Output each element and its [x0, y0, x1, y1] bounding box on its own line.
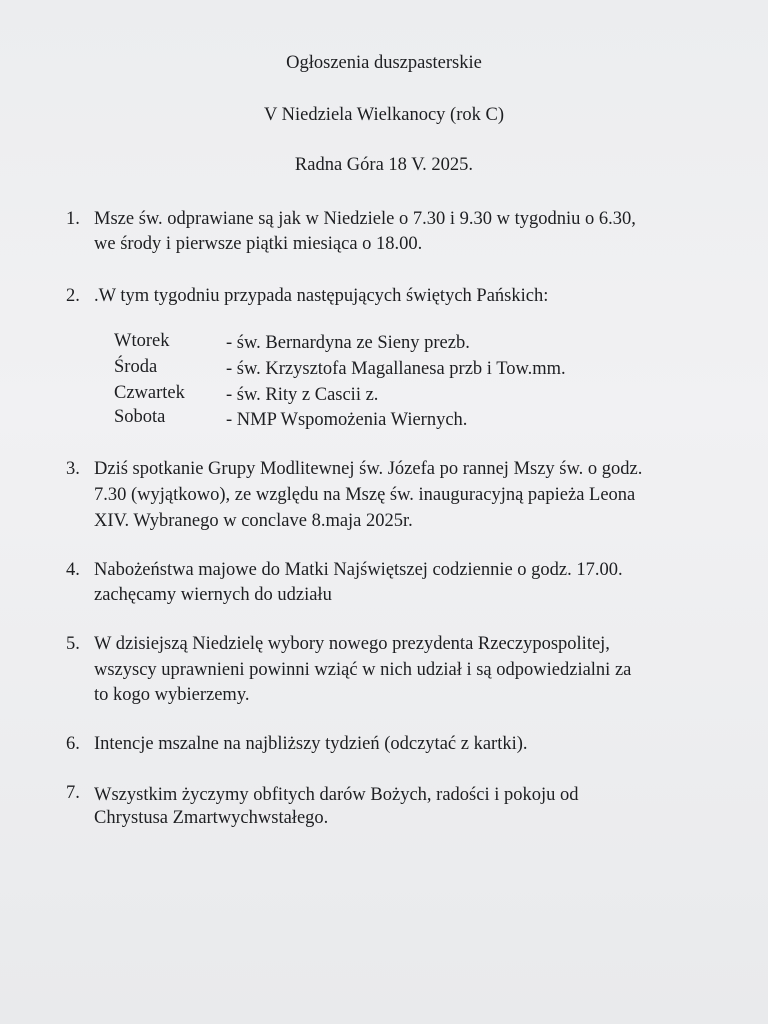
item-number: 4. — [66, 560, 80, 580]
item-number: 5. — [66, 634, 80, 654]
document-title: Ogłoszenia duszpasterskie — [286, 53, 482, 73]
item-line: Msze św. odprawiane są jak w Niedziele o 7.30 i 9.30 w tygodniu o 6.30, — [94, 209, 636, 229]
item-line: XIV. Wybranego w conclave 8.maja 2025r. — [94, 511, 413, 531]
saint-description: - św. Krzysztofa Magallanesa przb i Tow.mm. — [226, 359, 566, 379]
saint-day: Sobota — [114, 407, 166, 427]
item-line: Chrystusa Zmartwychwstałego. — [94, 808, 329, 828]
item-number: 2. — [66, 286, 80, 306]
item-line: zachęcamy wiernych do udziału — [94, 585, 332, 605]
item-line: Dziś spotkanie Grupy Modlitewnej św. Józefa po rannej Mszy św. o godz. — [94, 459, 643, 479]
item-line: .W tym tygodniu przypada następujących świętych Pańskich: — [94, 286, 549, 306]
item-line: to kogo wybierzemy. — [94, 685, 250, 705]
place-and-date: Radna Góra 18 V. 2025. — [294, 155, 474, 175]
saint-description: - św. Rity z Cascii z. — [226, 385, 379, 405]
item-line: Nabożeństwa majowe do Matki Najświętszej codziennie o godz. 17.00. — [94, 560, 623, 580]
saint-description: - NMP Wspomożenia Wiernych. — [226, 410, 468, 430]
item-line: W dzisiejszą Niedzielę wybory nowego prezydenta Rzeczypospolitej, — [94, 634, 610, 654]
item-line: 7.30 (wyjątkowo), ze względu na Mszę św. inauguracyjną papieża Leona — [94, 485, 636, 505]
saint-day: Wtorek — [114, 331, 170, 351]
saint-description: - św. Bernardyna ze Sieny prezb. — [226, 333, 470, 353]
item-line: Intencje mszalne na najbliższy tydzień (odczytać z kartki). — [94, 734, 528, 754]
item-number: 7. — [66, 783, 80, 803]
item-line: Wszystkim życzymy obfitych darów Bożych, radości i pokoju od — [94, 785, 579, 805]
document-subtitle: V Niedziela Wielkanocy (rok C) — [263, 105, 505, 125]
item-number: 1. — [66, 209, 80, 229]
item-number: 3. — [66, 459, 80, 479]
saint-day: Czwartek — [114, 383, 185, 403]
item-number: 6. — [66, 734, 80, 754]
saint-day: Środa — [114, 357, 158, 377]
item-line: we środy i pierwsze piątki miesiąca o 18.00. — [94, 234, 423, 254]
item-line: wszyscy uprawnieni powinni wziąć w nich udział i są odpowiedzialni za — [94, 660, 632, 680]
